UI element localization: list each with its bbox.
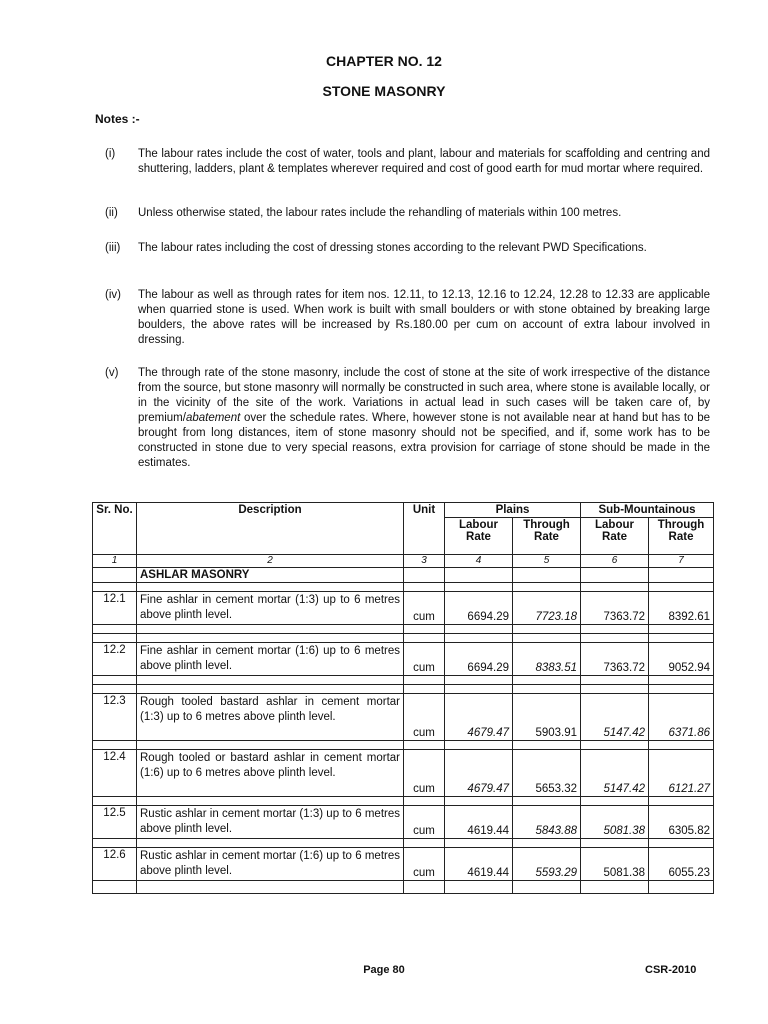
row-sub-through: 6305.82 <box>649 806 714 839</box>
note-text <box>138 366 710 471</box>
note-text-emphasis: abatement <box>185 412 241 424</box>
note-item <box>95 147 710 177</box>
row-sub-through: 8392.61 <box>649 592 714 625</box>
table-row <box>93 592 714 625</box>
row-sub-labour: 7363.72 <box>581 592 649 625</box>
row-sub-through: 9052.94 <box>649 643 714 676</box>
rates-table <box>92 502 714 894</box>
note-number: (v) <box>105 367 119 379</box>
table-row <box>93 694 714 741</box>
row-description: Rustic ashlar in cement mortar (1:3) up to 6 metres above plinth level. <box>137 806 404 839</box>
note-text: The labour as well as through rates for item nos. 12.11, to 12.13, 12.16 to 12.24, 12.28 to 12.33 are applicable when quarried stone is used. When work is built with small boulders or with stone obtained by breaking large boulders, the above rates will be increased by Rs.180.00 per cum on account of extra labour involved in dressing. <box>138 289 710 346</box>
chapter-number: CHAPTER NO. 12 <box>326 53 442 69</box>
row-sub-labour: 7363.72 <box>581 643 649 676</box>
row-plains-through: 5653.32 <box>513 750 581 797</box>
note-text: The labour rates including the cost of dressing stones according to the relevant PWD Specifications. <box>138 242 647 254</box>
col-number: 7 <box>649 555 714 568</box>
document-code: CSR-2010 <box>645 964 697 976</box>
section-row <box>93 568 714 583</box>
row-sub-through: 6055.23 <box>649 848 714 881</box>
header-unit: Unit <box>404 503 445 555</box>
row-plains-through: 5843.88 <box>513 806 581 839</box>
row-description: Rough tooled bastard ashlar in cement mortar (1:3) up to 6 metres above plinth level. <box>137 694 404 741</box>
header-sr: Sr. No. <box>93 503 137 555</box>
col-number: 5 <box>513 555 581 568</box>
row-sr: 12.3 <box>93 694 137 741</box>
row-plains-labour: 4679.47 <box>445 694 513 741</box>
col-number: 1 <box>93 555 137 568</box>
row-sr: 12.4 <box>93 750 137 797</box>
row-unit: cum <box>404 750 445 797</box>
table-header-row <box>93 503 714 518</box>
col-number: 2 <box>137 555 404 568</box>
row-sr: 12.1 <box>93 592 137 625</box>
header-plains-labour: Labour Rate <box>445 518 513 555</box>
row-description: Fine ashlar in cement mortar (1:6) up to 6 metres above plinth level. <box>137 643 404 676</box>
note-item <box>95 288 710 348</box>
row-sub-through: 6371.86 <box>649 694 714 741</box>
header-submountainous: Sub-Mountainous <box>581 503 714 518</box>
note-text-part: over the schedule rates. Where, however stone is not available near at hand but has to be brought from long distances, item of stone masonry should not be specified, and if, some work has to be constructed in stone due to very special reasons, extra provision for carriage of stone should be made in the estimates. <box>138 412 710 469</box>
header-description: Description <box>137 503 404 555</box>
row-sr: 12.2 <box>93 643 137 676</box>
row-description: Fine ashlar in cement mortar (1:3) up to 6 metres above plinth level. <box>137 592 404 625</box>
note-number: (iv) <box>105 289 121 301</box>
col-number: 3 <box>404 555 445 568</box>
note-text: The labour rates include the cost of water, tools and plant, labour and materials for scaffolding and centring and shuttering, ladders, plant & templates wherever required and cost of good earth for mud mortar where required. <box>138 148 710 175</box>
notes-heading: Notes :- <box>95 112 140 126</box>
note-item <box>95 206 710 221</box>
row-plains-labour: 6694.29 <box>445 592 513 625</box>
table-row <box>93 750 714 797</box>
row-plains-through: 7723.18 <box>513 592 581 625</box>
note-number: (i) <box>105 148 116 160</box>
row-unit: cum <box>404 806 445 839</box>
row-sub-labour: 5147.42 <box>581 694 649 741</box>
page-number: Page 80 <box>363 964 405 976</box>
row-unit: cum <box>404 643 445 676</box>
table-row <box>93 806 714 839</box>
row-plains-labour: 4619.44 <box>445 806 513 839</box>
row-sub-labour: 5081.38 <box>581 806 649 839</box>
row-plains-labour: 6694.29 <box>445 643 513 676</box>
header-plains-through: Through Rate <box>513 518 581 555</box>
row-unit: cum <box>404 694 445 741</box>
row-sub-labour: 5147.42 <box>581 750 649 797</box>
row-sr: 12.5 <box>93 806 137 839</box>
note-item <box>95 241 710 256</box>
note-text-part: The through rate of the stone masonry, include the cost of stone at the site of work irrespective of the distance from the source, but stone masonry will normally be constructed in such area, where stone is available locally, or in the vicinity of the site of the work. Variations in actual lead in such cases will be taken care of, by premium/ <box>138 367 710 424</box>
row-description: Rustic ashlar in cement mortar (1:6) up to 6 metres above plinth level. <box>137 848 404 881</box>
table-row <box>93 848 714 881</box>
note-item <box>95 366 710 471</box>
col-number: 6 <box>581 555 649 568</box>
row-unit: cum <box>404 848 445 881</box>
row-unit: cum <box>404 592 445 625</box>
row-description: Rough tooled or bastard ashlar in cement mortar (1:6) up to 6 metres above plinth level. <box>137 750 404 797</box>
column-number-row <box>93 555 714 568</box>
header-plains: Plains <box>445 503 581 518</box>
row-sub-labour: 5081.38 <box>581 848 649 881</box>
note-number: (ii) <box>105 207 118 219</box>
row-plains-through: 5593.29 <box>513 848 581 881</box>
note-number: (iii) <box>105 242 121 254</box>
chapter-title: STONE MASONRY <box>322 83 446 99</box>
col-number: 4 <box>445 555 513 568</box>
header-sub-through: Through Rate <box>649 518 714 555</box>
row-plains-labour: 4679.47 <box>445 750 513 797</box>
note-text: Unless otherwise stated, the labour rates include the rehandling of materials within 100 metres. <box>138 207 622 219</box>
row-plains-through: 5903.91 <box>513 694 581 741</box>
row-sub-through: 6121.27 <box>649 750 714 797</box>
section-title: ASHLAR MASONRY <box>137 568 404 583</box>
row-sr: 12.6 <box>93 848 137 881</box>
header-sub-labour: Labour Rate <box>581 518 649 555</box>
row-plains-labour: 4619.44 <box>445 848 513 881</box>
table-row <box>93 643 714 676</box>
row-plains-through: 8383.51 <box>513 643 581 676</box>
